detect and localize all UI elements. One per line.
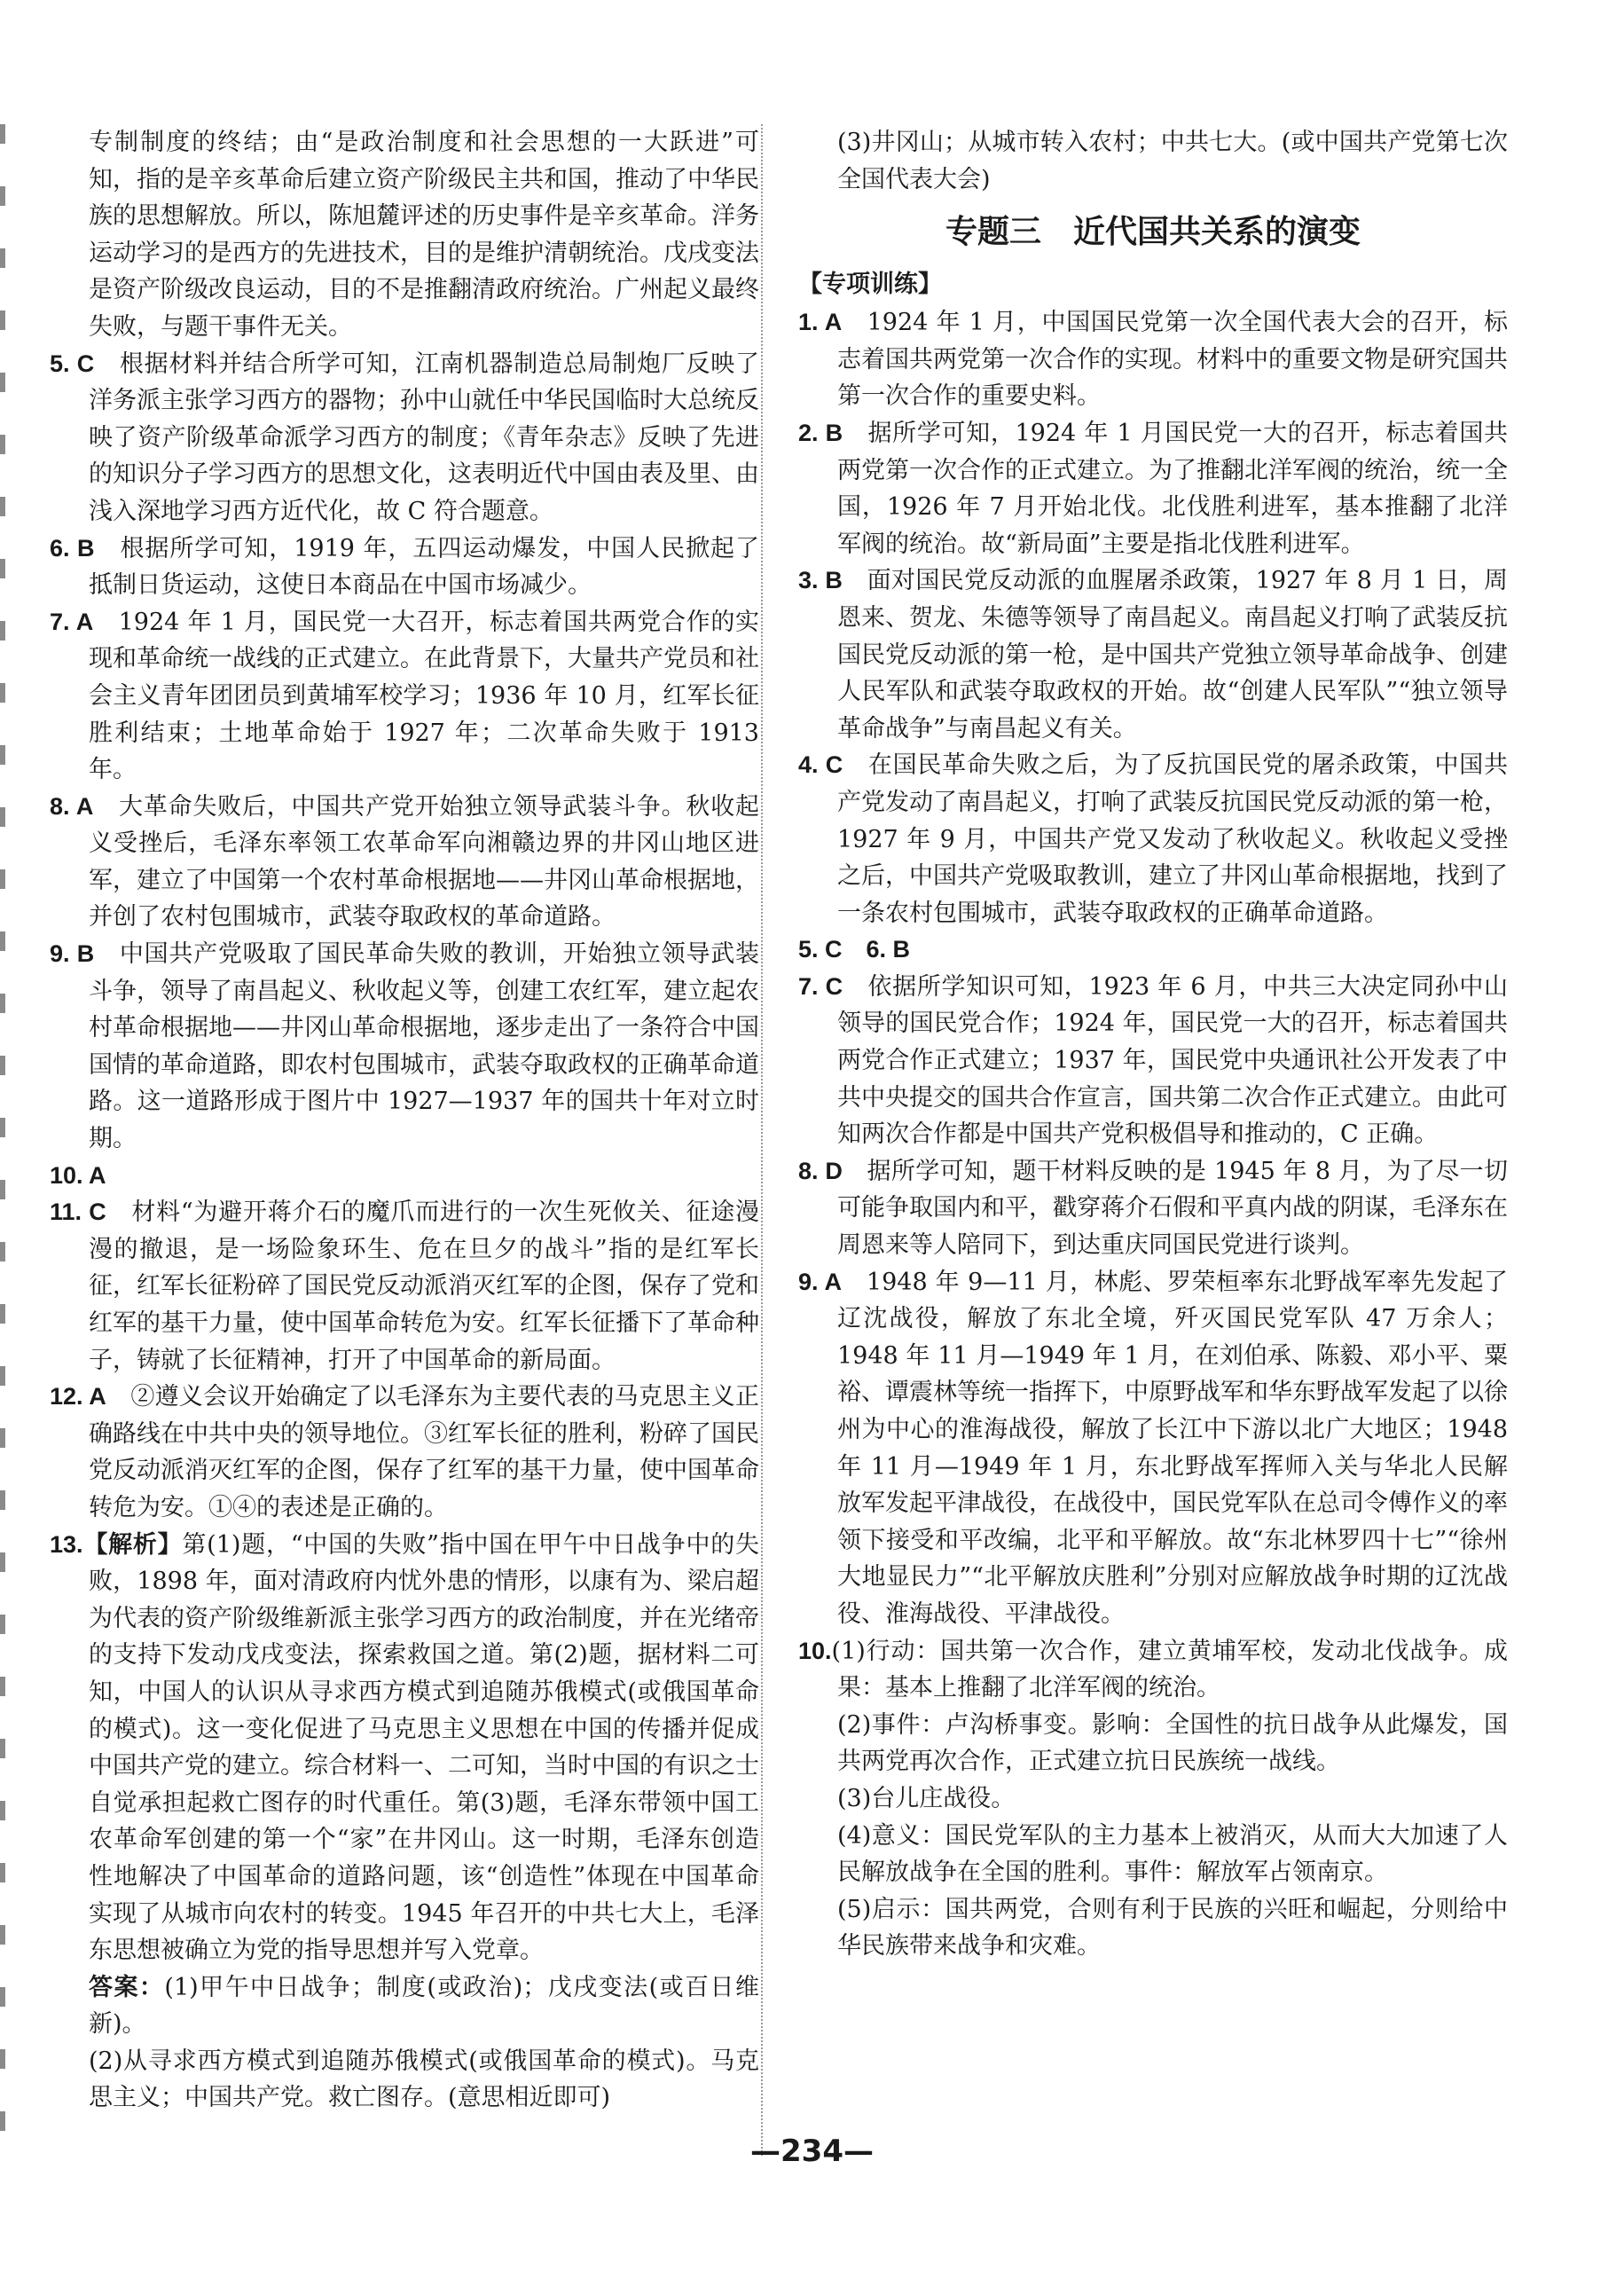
left-column <box>50 124 759 2117</box>
binding-edge-marks <box>0 124 5 2147</box>
answer-item <box>50 789 759 936</box>
answer-text: ②遵义会议开始确定了以毛泽东为主要代表的马克思主义正确路线在中共中央的领导地位。③红军长征的胜利，粉碎了国民党反动派消灭红军的企图，保存了红军的基干力量，使中国革命转危为安。①④的表述是正确的。 <box>89 1383 760 1521</box>
answer-item <box>50 346 759 530</box>
answer-subpart: (3)台儿庄战役。 <box>837 1784 1016 1812</box>
answer-item <box>798 562 1508 747</box>
answer-number: 7. C <box>798 972 843 1000</box>
answer-number: 8. A <box>50 792 94 820</box>
answer-number: 3. B <box>798 567 843 594</box>
answer-number: 4. C <box>798 751 843 779</box>
answer-item <box>798 1264 1508 1633</box>
answer-item <box>798 415 1508 562</box>
answer-number: 6. B <box>50 534 95 562</box>
answer-number: 2. B <box>798 419 843 446</box>
answer-item <box>798 969 1508 1153</box>
answer-number: 5. C 6. B <box>798 936 911 963</box>
answer-number: 1. A <box>798 309 843 336</box>
analysis-text: 第(1)题，“中国的失败”指中国在甲午中日战争中的失败，1898 年，面对清政府内忧外患的情形，以康有为、梁启超为代表的资产阶级维新派主张学习西方的政治制度，并在光绪帝的支持下发动戊戌变法，探索救国之道。第(2)题，据材料二可知，中国人的认识从寻求西方模式到追随苏俄模式(或俄国革命的模式)。这一变化促进了马克思主义思想在中国的传播并促成中国共产党的建立。综合材料一、二可知，当时中国的有识之士自觉承担起救亡图存的时代重任。第(3)题，毛泽东带领中国工农革命军创建的第一个“家”在井冈山。这一时期，毛泽东创造性地解决了中国革命的道路问题，该“创造性”体现在中国革命实现了从城市向农村的转变。1945 年召开的中共七大上，毛泽东思想被确立为党的指导思想并写入党章。 <box>89 1530 759 1965</box>
answer-text: 依据所学知识可知，1923 年 6 月，中共三大决定同孙中山领导的国民党合作；1924 年，国民党一大的召开，标志着国共两党合作正式建立；1937 年，国民党中央通讯社公开发表了中共中央提交的国共合作宣言，国共第二次合作正式建立。由此可知两次合作都是中国共产党积极倡导和推动的，C 正确。 <box>837 972 1509 1149</box>
answer-number: 7. A <box>50 608 94 635</box>
column-divider <box>761 124 763 2156</box>
answer-text: 面对国民党反动派的血腥屠杀政策，1927 年 8 月 1 日，周恩来、贺龙、朱德等领导了南昌起义。南昌起义打响了武装反抗国民党反动派的第一枪，是中国共产党独立领导革命战争、创建人民军队和武装夺取政权的开始。故“创建人民军队”“独立领导革命战争”与南昌起义有关。 <box>837 567 1508 743</box>
answer-item <box>798 1153 1508 1264</box>
answer-text: 1948 年 9—11 月，林彪、罗荣桓率东北野战军率先发起了辽沈战役，解放了东北全境，歼灭国民党军队 47 万余人；1948 年 11 月—1949 年 1 月，在刘伯承、陈毅、邓小平、粟裕、谭震林等统一指挥下，中原野战军和华东野战军发起了以徐州为中心的淮海战役，解放了长江中下游以北广大地区；1948 年 11 月—1949 年 1 月，东北野战军挥师入关与华北人民解放军发起平津战役，在战役中，国民党军队在总司令傅作义的率领下接受和平改编，北平和平解放。故“东北林罗四十七”“徐州大地显民力”“北平解放庆胜利”分别对应解放战争时期的辽沈战役、淮海战役、平津战役。 <box>837 1268 1509 1628</box>
answer-item <box>50 1158 759 1195</box>
answer-text: 根据所学可知，1919 年，五四运动爆发，中国人民掀起了抵制日货运动，这使日本商品在中国市场减少。 <box>89 534 759 600</box>
right-column <box>798 124 1508 1965</box>
answer-text: 大革命失败后，中国共产党开始独立领导武装斗争。秋收起义受挫后，毛泽东率领工农革命军向湘赣边界的井冈山地区进军，建立了中国第一个农村革命根据地——井冈山革命根据地，并创了农村包围城市，武装夺取政权的革命道路。 <box>89 792 760 931</box>
answer-item <box>798 304 1508 415</box>
answer-item <box>50 1194 759 1379</box>
answer-text: 据所学可知，1924 年 1 月国民党一大的召开，标志着国共两党第一次合作的正式建立。为了推翻北洋军阀的统治，统一全国，1926 年 7 月开始北伐。北伐胜利进军，基本推翻了北洋军阀的统治。故“新局面”主要是指北伐胜利进军。 <box>837 419 1509 558</box>
answer-item <box>798 931 1508 969</box>
answer-number: 10. <box>798 1637 832 1664</box>
answer-item <box>50 1379 759 1526</box>
intro-paragraph: 专制制度的终结；由“是政治制度和社会思想的一大跃进”可知，指的是辛亥革命后建立资产阶级民主共和国，推动了中华民族的思想解放。所以，陈旭麓评述的历史事件是辛亥革命。洋务运动学习的是西方的先进技术，目的是维护清朝统治。戊戌变法是资产阶级改良运动，目的不是推翻清政府统治。广州起义最终失败，与题干事件无关。 <box>89 129 759 341</box>
answer-subpart: (5)启示：国共两党，合则有利于民族的兴旺和崛起，分则给中华民族带来战争和灾难。 <box>837 1895 1508 1961</box>
answer-item <box>50 530 759 604</box>
carry-over-answer: (3)井冈山；从城市转入农村；中共七大。(或中国共产党第七次全国代表大会) <box>837 129 1508 193</box>
section-label: 【专项训练】 <box>798 271 942 299</box>
answer-text: (1)行动：国共第一次合作，建立黄埔军校，发动北伐战争。成果：基本上推翻了北洋军阀的统治。 <box>831 1637 1508 1702</box>
answer-number: 8. D <box>798 1157 843 1184</box>
answer-item <box>50 604 759 789</box>
answer-block <box>50 1969 759 2043</box>
answer-number: 10. A <box>50 1161 106 1189</box>
answer-subpart: (2)事件：卢沟桥事变。影响：全国性的抗日战争从此爆发，国共两党再次合作，正式建立抗日民族统一战线。 <box>837 1710 1508 1776</box>
answer-number: 9. A <box>798 1268 842 1295</box>
answer-text: 1924 年 1 月，国民党一大召开，标志着国共两党合作的实现和革命统一战线的正式建立。在此背景下，大量共产党员和社会主义青年团团员到黄埔军校学习；1936 年 10 月，红军长征胜利结束；土地革命始于 1927 年；二次革命失败于 1913 年。 <box>89 608 760 784</box>
answer-item <box>50 1527 759 1969</box>
answer-item <box>798 747 1508 931</box>
answer-number: 12. A <box>50 1383 106 1411</box>
answer-text: 1924 年 1 月，中国国民党第一次全国代表大会的召开，标志着国共两党第一次合作的实现。材料中的重要文物是研究国共第一次合作的重要史料。 <box>837 309 1509 411</box>
answer-text: 根据材料并结合所学可知，江南机器制造总局制炮厂反映了洋务派主张学习西方的器物；孙中山就任中华民国临时大总统反映了资产阶级革命派学习西方的制度；《青年杂志》反映了先进的知识分子学习西方的思想文化，这表明近代中国由表及里、由浅入深地学习西方近代化，故 C 符合题意。 <box>89 350 760 525</box>
answer-subpart: (4)意义：国民党军队的主力基本上被消灭，从而大大加速了人民解放战争在全国的胜利。事件：解放军占领南京。 <box>837 1821 1508 1887</box>
answer-number: 5. C <box>50 350 95 377</box>
answer-text: 材料“为避开蒋介石的魔爪而进行的一次生死攸关、征途漫漫的撤退，是一场险象环生、危在旦夕的战斗”指的是红军长征，红军长征粉碎了国民党反动派消灭红军的企图，保存了党和红军的基干力量，使中国革命转危为安。红军长征播下了革命种子，铸就了长征精神，打开了中国革命的新局面。 <box>89 1199 760 1374</box>
answer-text: 据所学可知，题干材料反映的是 1945 年 8 月，为了尽一切可能争取国内和平，戳穿蒋介石假和平真内战的阴谋，毛泽东在周恩来等人陪同下，到达重庆同国民党进行谈判。 <box>837 1157 1508 1260</box>
answer-number: 9. B <box>50 940 95 968</box>
topic-title: 专题三 近代国共关系的演变 <box>945 214 1361 251</box>
answer-block: (2)从寻求西方模式到追随苏俄模式(或俄国革命的模式)。马克思主义；中国共产党。救亡图存。(意思相近即可) <box>89 2047 759 2112</box>
answer-text: 中国共产党吸取了国民革命失败的教训，开始独立领导武装斗争，领导了南昌起义、秋收起义等，创建工农红军，建立起农村革命根据地——井冈山革命根据地，逐步走出了一条符合中国国情的革命道路，即农村包围城市，武装夺取政权的正确革命道路。这一道路形成于图片中 1927—1937 年的国共十年对立时期。 <box>89 940 760 1153</box>
answer-number: 13. <box>50 1530 83 1558</box>
answer-item <box>798 1633 1508 1707</box>
analysis-label: 【解析】 <box>82 1530 183 1558</box>
answer-text: (1)甲午中日战争；制度(或政治)；戊戌变法(或百日维新)。 <box>89 1973 759 2039</box>
answer-label: 答案： <box>89 1973 165 2000</box>
answer-text: 在国民革命失败之后，为了反抗国民党的屠杀政策，中国共产党发动了南昌起义，打响了武装反抗国民党反动派的第一枪，1927 年 9 月，中国共产党又发动了秋收起义。秋收起义受挫之后，中国共产党吸取教训，建立了井冈山革命根据地，找到了一条农村包围城市，武装夺取政权的正确革命道路。 <box>837 751 1509 927</box>
answer-number: 11. C <box>50 1199 106 1226</box>
page-number: —234— <box>750 2134 874 2169</box>
answer-item <box>50 936 759 1158</box>
